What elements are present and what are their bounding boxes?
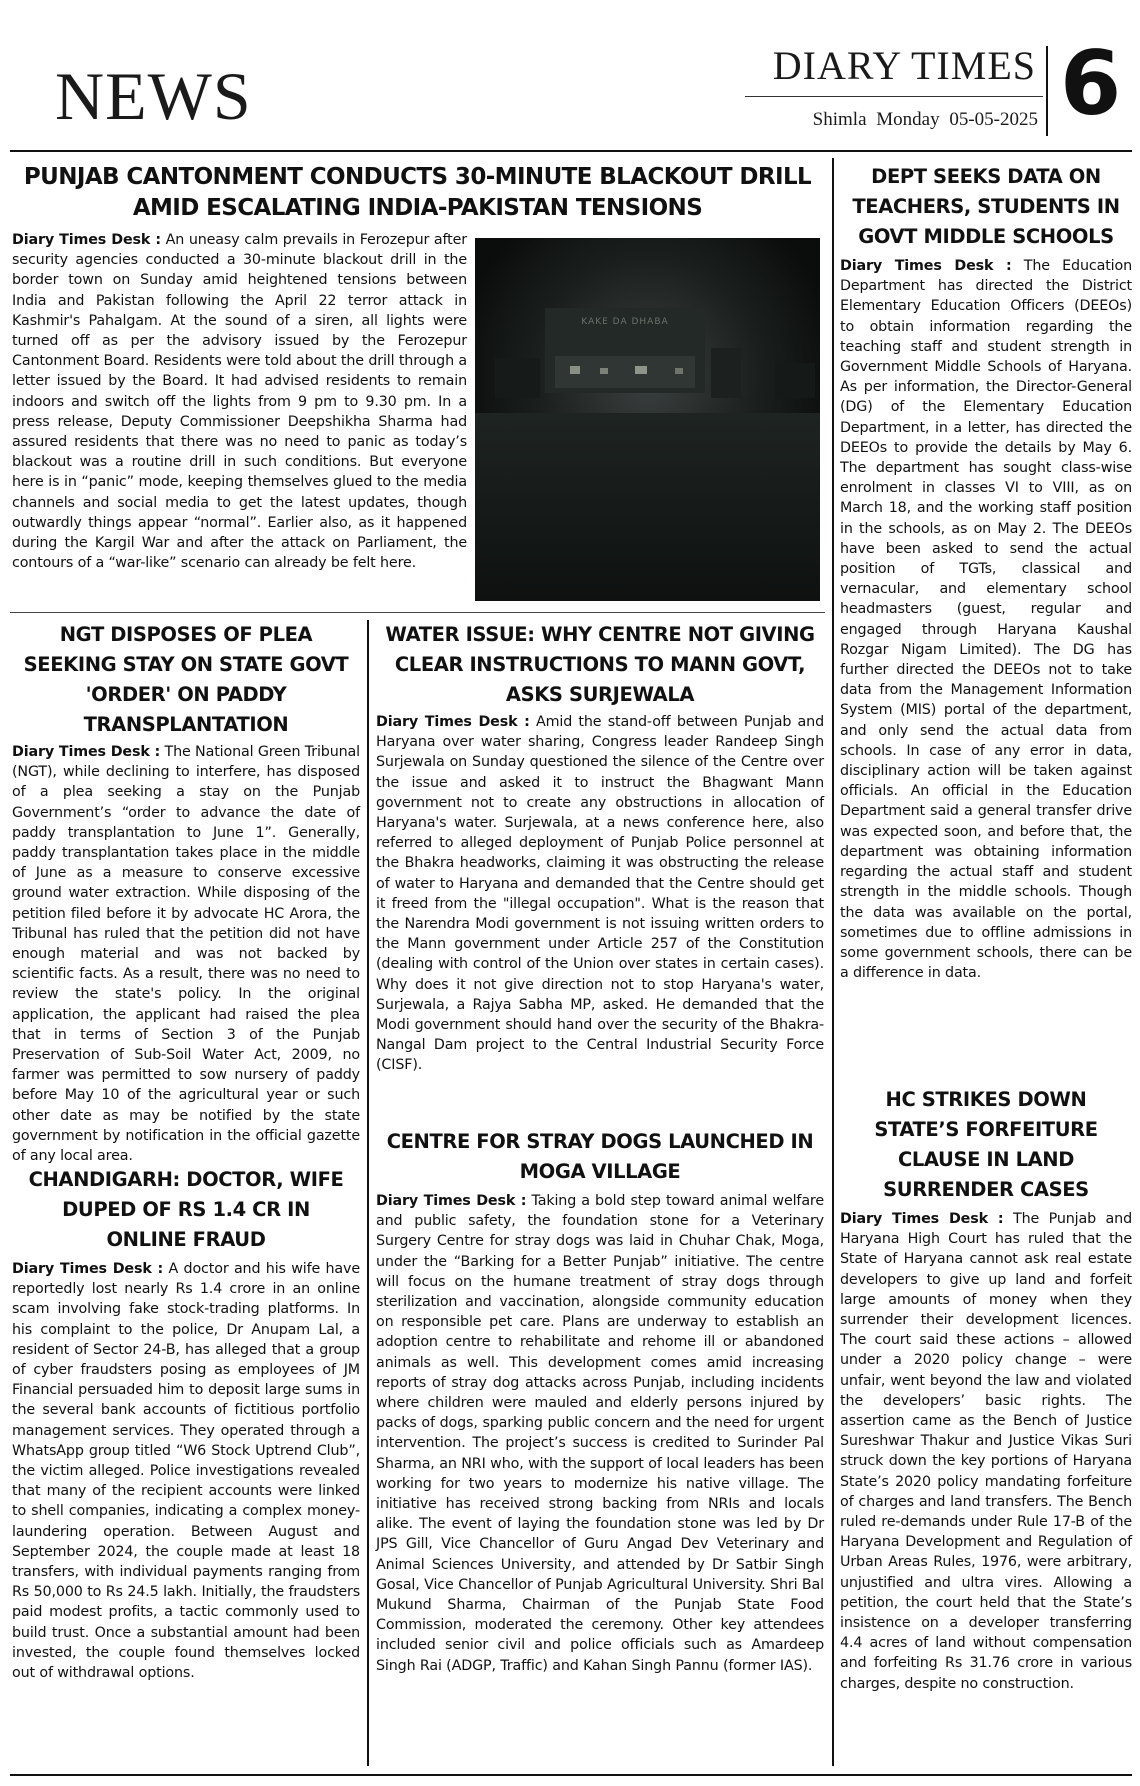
byline: Diary Times Desk : <box>840 1211 1004 1227</box>
article-text: A doctor and his wife have reportedly lost nearly Rs 1.4 crore in an online scam involving fake stock-trading platforms. In his complaint to the police, Dr Anupam Lal, a resident of Sector 24-B, has alleged that a group of cyber fraudsters posing as employees of JM Financial persuaded him to deposit large sums in the several bank accounts of fictitious portfolio management services. They operated through a WhatsApp group titled “W6 Stock Uptrend Club”, the victim alleged. Police investigations revealed that many of the recipient accounts were linked to shell companies, indicating a complex money-laundering operation. Between August and September 2024, the couple made at least 18 transfers, with individual payments ranging from Rs 50,000 to Rs 24.5 lakh. Initially, the fraudsters paid modest profits, a tactic commonly used to build trust. Once a substantial amount had been invested, the couple found themselves locked out of withdrawal options. <box>12 1261 360 1682</box>
dateline-day: Monday <box>876 109 940 130</box>
masthead-vertical-divider <box>1046 46 1048 136</box>
article-text: The Education Department has directed the District Elementary Education Officers (DEEOs) to obtain information regarding the teaching staff and student strength in Government Middle Schools of Haryana. As per information, the Director-General (DG) of the Elementary Education Department, in a letter, has directed the DEEOs to provide the details by May 6. The department has sought class-wise enrolment in classes VI to VIII, as on March 18, and the working staff position in the schools, as on May 2. The DEEOs have been asked to send the actual position of TGTs, classical and vernacular, and elementary school headmasters (guest, regular and engaged through Haryana Kaushal Rozgar Nigam Limited). The DG has further directed the DEEOs not to take data from the Management Information System (MIS) portal of the department, and only send the actual data from schools. In case of any error in data, disciplinary action will be taken against officials. An official in the Education Department said a general transfer drive was expected soon, and before that, the department was obtaining information regarding the actual staff and student strength in the middle schools. Though the data was available on the portal, sometimes due to offline admissions in some government schools, there can be a difference in data. <box>840 258 1132 982</box>
article-text: An uneasy calm prevails in Ferozepur after security agencies conducted a 30-minute blackout drill in the border town on Sunday amid heightened tensions between India and Pakistan following the April 22 terror attack in Kashmir's Pahalgam. At the sound of a siren, all lights were turned off as per the advisory issued by the Ferozepur Cantonment Board. Residents were told about the drill through a letter issued by the Board. It had advised residents to remain indoors and switch off the lights from 9 pm to 9.30 pm. In a press release, Deputy Commissioner Deepshikha Sharma had assured residents that there was no need to panic as today’s blackout was a routine drill in such conditions. But everyone here is in “panic” mode, keeping themselves glued to the media channels and social media to get the latest updates, though outwardly things appear “normal”. Earlier also, as it happened during the Kargil War and after the attack on Parliament, the contours of a “war-like” scenario can already be felt here. <box>12 232 468 572</box>
article-text: Taking a bold step toward animal welfare and public safety, the foundation stone for a Veterinary Surgery Centre for stray dogs was laid in Chuhar Chak, Moga, under the “Barking for a Better Punjab” initiative. The centre will focus on the humane treatment of stray dogs through sterilization and vaccination, alongside community education on responsible pet care. Plans are underway to establish an adoption centre to rehabilitate and rehome ill or abandoned animals as well. This development comes amid increasing reports of stray dog attacks across Punjab, including incidents where children were mauled and elderly persons injured by packs of dogs, sparking public concern and the need for urgent intervention. The project’s success is credited to Surinder Pal Sharma, an NRI who, with the support of local leaders has been working for two years to modernize his native village. The initiative has received strong backing from NRIs and locals alike. The event of laying the foundation stone was led by Dr JPS Gill, Vice Chancellor of Guru Angad Dev Veterinary and Animal Sciences University, and attended by Dr Satbir Singh Gosal, Vice Chancellor of Punjab Agricultural University. Shri Bal Mukund Sharma, Chairman of the Punjab State Food Commission, moderated the ceremony. Other key attendees included senior civil and police officials such as Amardeep Singh Rai (ADGP, Traffic) and Kahan Singh Pannu (former IAS). <box>376 1193 824 1674</box>
byline: Diary Times Desk : <box>376 1193 527 1209</box>
right-column-divider <box>832 158 834 1766</box>
article-text: The Punjab and Haryana High Court has ruled that the State of Haryana cannot ask real estate developers to give up land and forfeit large amounts of money when they surrender their development licences. The court said these actions – allowed under a 2020 policy change – were unfair, went beyond the law and violated the developers’ basic rights. The assertion came as the Bench of Justice Sureshwar Thakur and Justice Vikas Suri struck down the key portions of Haryana State’s 2020 policy mandating forfeiture of charges and land transfers. The Bench ruled re-demands under Rule 17-B of the Haryana Development and Regulation of Urban Areas Rules, 1976, were arbitrary, unjustified and ultra vires. Allowing a petition, the court held that the State’s insistence on a developer transferring 4.4 acres of land without compensation and forfeiting Rs 31.76 crore in various charges, despite no construction. <box>840 1211 1133 1692</box>
article-blackout-drill <box>10 162 825 224</box>
byline: Diary Times Desk : <box>840 258 1012 274</box>
dateline-date: 05-05-2025 <box>949 109 1038 130</box>
article-hc-strikes <box>840 1085 1132 1694</box>
article-water-issue <box>376 620 824 1076</box>
headline: HC STRIKES DOWN STATE’S FORFEITURE CLAUSE IN LAND SURRENDER CASES <box>874 1088 1098 1201</box>
bottom-rule <box>10 1774 1132 1776</box>
headline: CHANDIGARH: DOCTOR, WIFE DUPED OF RS 1.4 CR IN ONLINE FRAUD <box>28 1168 344 1251</box>
page-number: 6 <box>1060 32 1122 135</box>
dateline-city: Shimla <box>812 109 867 130</box>
article-dept-data <box>840 162 1132 983</box>
section-title: NEWS <box>55 58 252 134</box>
article-body <box>12 1259 360 1683</box>
article-text: The National Green Tribunal (NGT), while declining to interfere, has disposed of a plea seeking a stay on the Punjab Government’s “order to advance the date of paddy transplantation to June 1”. Generally, paddy transplantation takes place in the middle of June as a measure to conserve excessive ground water extraction. While disposing of the petition filed before it by advocate HC Arora, the Tribunal has ruled that the petition did not have enough material and was not backed by scientific facts. As a result, there was no need to review the state's policy. In the original application, the applicant had raised the plea that in terms of Section 3 of the Punjab Preservation of Sub-Soil Water Act, 2009, no farmer was permitted to sow nursery of paddy before May 10 of the agricultural year or such other date as may be notified by the state government by notification in the official gazette of any local area. <box>12 744 360 1165</box>
blackout-photo <box>475 238 820 601</box>
top-rule <box>10 150 1132 152</box>
byline: Diary Times Desk : <box>12 1261 164 1277</box>
article-body <box>12 230 467 573</box>
section-divider <box>10 612 825 613</box>
photo-sign-text: KAKE DA DHABA <box>581 317 669 327</box>
article-body <box>840 1209 1132 1694</box>
dhaba-night-image <box>475 238 820 601</box>
article-stray-dogs <box>376 1127 824 1676</box>
headline: NGT DISPOSES OF PLEA SEEKING STAY ON STATE GOVT 'ORDER' ON PADDY TRANSPLANTATION <box>23 623 349 736</box>
left-column-divider <box>367 620 369 1766</box>
article-ngt <box>12 620 360 1166</box>
article-text: Amid the stand-off between Punjab and Haryana over water sharing, Congress leader Randeep Singh Surjewala on Sunday questioned the silence of the Centre over the issue and asked it to instruct the Bhagwant Mann government not to create any obstructions in allocation of Haryana's water. Surjewala, at a news conference here, also referred to alleged deployment of Punjab Police personnel at the Bhakra headworks, claiming it was obstructing the release of water to Haryana and demanded that the Centre should get it freed from the "illegal occupation". What is the reason that the Narendra Modi government is not issuing written orders to the Mann government under Article 257 of the Constitution (dealing with control of the Union over states in certain cases). Why does it not give direction not to stop Haryana's water, Surjewala, a Rajya Sabha MP, asked. He demanded that the Modi government should hand over the security of the Bhakra-Nangal Dam project to the Central Industrial Security Force (CISF). <box>376 714 824 1074</box>
byline: Diary Times Desk : <box>12 232 161 248</box>
byline: Diary Times Desk : <box>12 744 161 760</box>
article-body <box>12 742 360 1166</box>
article-body <box>840 256 1132 983</box>
headline: DEPT SEEKS DATA ON TEACHERS, STUDENTS IN GOVT MIDDLE SCHOOLS <box>852 165 1120 248</box>
paper-name: DIARY TIMES <box>772 43 1036 88</box>
headline: WATER ISSUE: WHY CENTRE NOT GIVING CLEAR INSTRUCTIONS TO MANN GOVT, ASKS SURJEWALA <box>385 623 815 706</box>
article-chandigarh <box>12 1165 360 1683</box>
headline: CENTRE FOR STRAY DOGS LAUNCHED IN MOGA VILLAGE <box>386 1130 814 1183</box>
dateline <box>742 110 1038 129</box>
article-body <box>376 712 824 1076</box>
byline: Diary Times Desk : <box>376 714 530 730</box>
article-blackout-body <box>12 230 467 573</box>
masthead-divider <box>745 96 1043 97</box>
headline: PUNJAB CANTONMENT CONDUCTS 30-MINUTE BLACKOUT DRILL AMID ESCALATING INDIA-PAKISTAN TENSIONS <box>23 164 812 221</box>
article-body <box>376 1191 824 1676</box>
